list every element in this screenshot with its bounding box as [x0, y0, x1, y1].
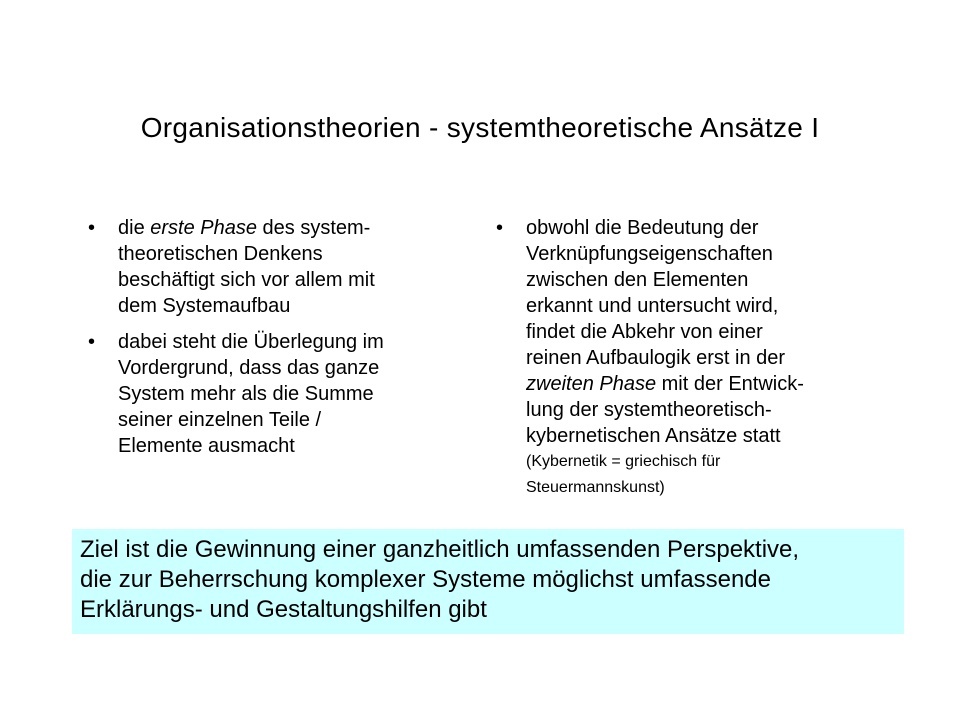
right-bullet-1-line: lung der systemtheoretisch-	[526, 399, 772, 421]
left-bullet-2	[88, 329, 448, 459]
left-bullet-2-line: Vordergrund, dass das ganze	[118, 357, 380, 379]
left-bullet-1-pre: die	[118, 217, 151, 239]
left-bullet-1	[88, 215, 448, 319]
right-bullet-1-line: kybernetischen Ansätze statt	[526, 425, 781, 447]
bullet-icon: •	[88, 331, 96, 353]
left-bullet-1-emphasis: erste Phase	[150, 217, 257, 239]
left-bullet-2-line: dabei steht die Überlegung im	[118, 331, 384, 353]
left-bullet-2-line: Elemente ausmacht	[118, 435, 295, 457]
right-column	[496, 215, 896, 511]
left-bullet-1-line: beschäftigt sich vor allem mit	[118, 269, 375, 291]
right-bullet-1-line: reinen Aufbaulogik erst in der	[526, 347, 786, 369]
right-bullet-1-line: Verknüpfungseigenschaften	[526, 243, 773, 265]
bullet-icon: •	[88, 217, 96, 239]
left-bullet-2-line: System mehr als die Summe	[118, 383, 374, 405]
right-bullet-1-line: findet die Abkehr von einer	[526, 321, 763, 343]
slide-title: Organisationstheorien - systemtheoretische Ansätze I	[140, 112, 820, 143]
left-bullet-1-line: dem Systemaufbau	[118, 295, 291, 317]
left-bullet-1-line: theoretischen Denkens	[118, 243, 323, 265]
bullet-icon: •	[496, 217, 504, 239]
right-bullet-1-line: zwischen den Elementen	[526, 269, 749, 291]
right-bullet-1-emphasis-post: mit der Entwick-	[656, 373, 804, 395]
left-bullet-1-post: des system-	[256, 217, 371, 239]
right-bullet-1-note-line: (Kybernetik = griechisch für	[526, 453, 721, 470]
left-column	[88, 215, 448, 469]
right-bullet-1-emphasis: zweiten Phase	[526, 373, 657, 395]
left-bullet-1-line-1	[118, 215, 448, 241]
goal-highlight-line: Ziel ist die Gewinnung einer ganzheitlich umfassenden Perspektive,	[80, 536, 800, 563]
right-bullet-1-note-line: Steuermannskunst)	[526, 479, 665, 496]
right-bullet-1-line: obwohl die Bedeutung der	[526, 217, 759, 239]
right-bullet-1-line: erkannt und untersucht wird,	[526, 295, 779, 317]
left-bullet-2-line: seiner einzelnen Teile /	[118, 409, 322, 431]
right-bullet-1	[496, 215, 896, 501]
goal-highlight-box	[72, 529, 904, 634]
goal-highlight-line: Erklärungs- und Gestaltungshilfen gibt	[80, 596, 487, 623]
right-bullet-1-emphasis-line	[526, 371, 896, 397]
goal-highlight-line: die zur Beherrschung komplexer Systeme möglichst umfassende	[80, 566, 771, 593]
